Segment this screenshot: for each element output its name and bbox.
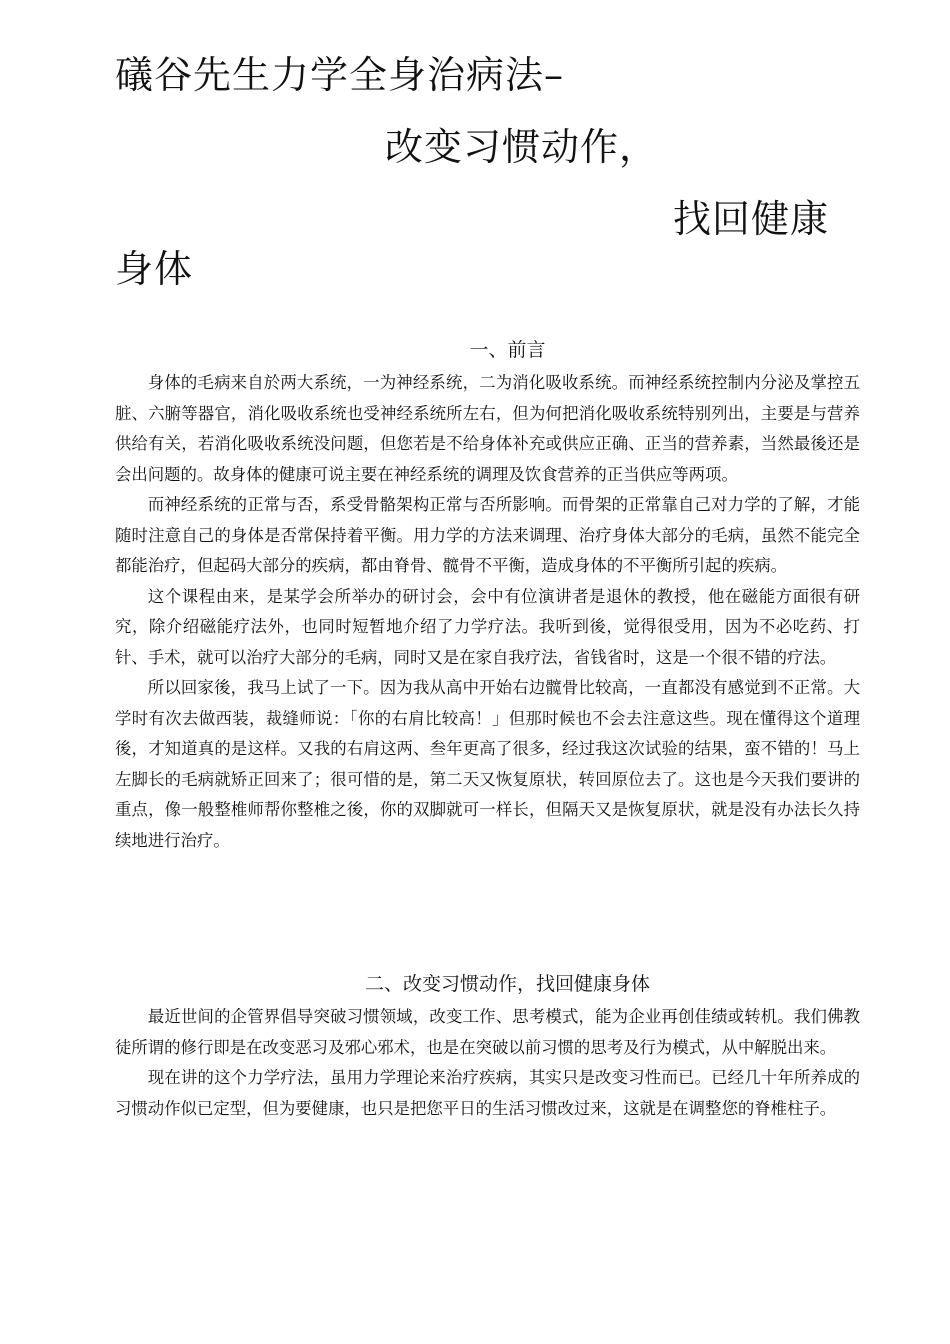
paragraph: 而神经系统的正常与否，系受骨骼架构正常与否所影响。而骨架的正常靠自己对力学的了解，才能随时注意自己的身体是否常保持着平衡。用力学的方法来调理、治疗身体大部分的毛病，虽然不能完全都能治疗，但起码大部分的疾病，都由脊骨、髋骨不平衡，造成身体的不平衡所引起的疾病。 bbox=[115, 495, 860, 575]
title-line-1: 礒谷先生力学全身治病法– bbox=[115, 53, 565, 97]
paragraph: 所以回家後，我马上试了一下。因为我从高中开始右边髋骨比较高，一直都没有感觉到不正常。大学时有次去做西装，裁缝师说：「你的右肩比较高！」但那时候也不会去注意这些。现在懂得这个道理後，才知道真的是这样。又我的右肩这两、叁年更高了很多，经过我这次试验的结果，蛮不错的！马上左脚长的毛病就矫正回来了；很可惜的是，第二天又恢复原状，转回原位去了。这也是今天我们要讲的重点，像一般整椎师帮你整椎之後，你的双脚就可一样长，但隔天又是恢复原状，就是没有办法长久持续地进行治疗。 bbox=[115, 678, 860, 850]
paragraph: 最近世间的企管界倡导突破习惯领域，改变工作、思考模式，能为企业再创佳绩或转机。我们佛教徒所谓的修行即是在改变恶习及邪心邪术，也是在突破以前习惯的思考及行为模式，从中解脱出来。 bbox=[115, 1007, 860, 1057]
section-heading-preface: 一、前言 bbox=[469, 339, 546, 361]
title-line-4: 身体 bbox=[115, 247, 194, 291]
title-line-2: 改变习惯动作， bbox=[385, 125, 659, 169]
title-line-3: 找回健康 bbox=[673, 197, 830, 241]
paragraph: 身体的毛病来自於两大系统，一为神经系统，二为消化吸收系统。而神经系统控制内分泌及掌控五脏、六腑等器官，消化吸收系统也受神经系统所左右，但为何把消化吸收系统特别列出，主要是与营养供给有关，若消化吸收系统没问题，但您若是不给身体补充或供应正确、正当的营养素，当然最後还是会出问题的。故身体的健康可说主要在神经系统的调理及饮食营养的正当供应等两项。 bbox=[115, 373, 860, 484]
section-body-preface bbox=[115, 368, 860, 856]
paragraph: 这个课程由来，是某学会所举办的研讨会，会中有位演讲者是退休的教授，他在磁能方面很有研究，除介绍磁能疗法外，也同时短暂地介绍了力学疗法。我听到後，觉得很受用，因为不必吃药、打针、手术，就可以治疗大部分的毛病，同时又是在家自我疗法，省钱省时，这是一个很不错的疗法。 bbox=[115, 586, 860, 667]
section-heading-change-habits: 二、改变习惯动作，找回健康身体 bbox=[364, 973, 650, 995]
paragraph: 现在讲的这个力学疗法，虽用力学理论来治疗疾病，其实只是改变习性而已。已经几十年所养成的习惯动作似已定型，但为要健康，也只是把您平日的生活习惯改过来，这就是在调整您的脊椎柱子。 bbox=[115, 1068, 860, 1118]
section-body-change-habits bbox=[115, 1002, 860, 1124]
